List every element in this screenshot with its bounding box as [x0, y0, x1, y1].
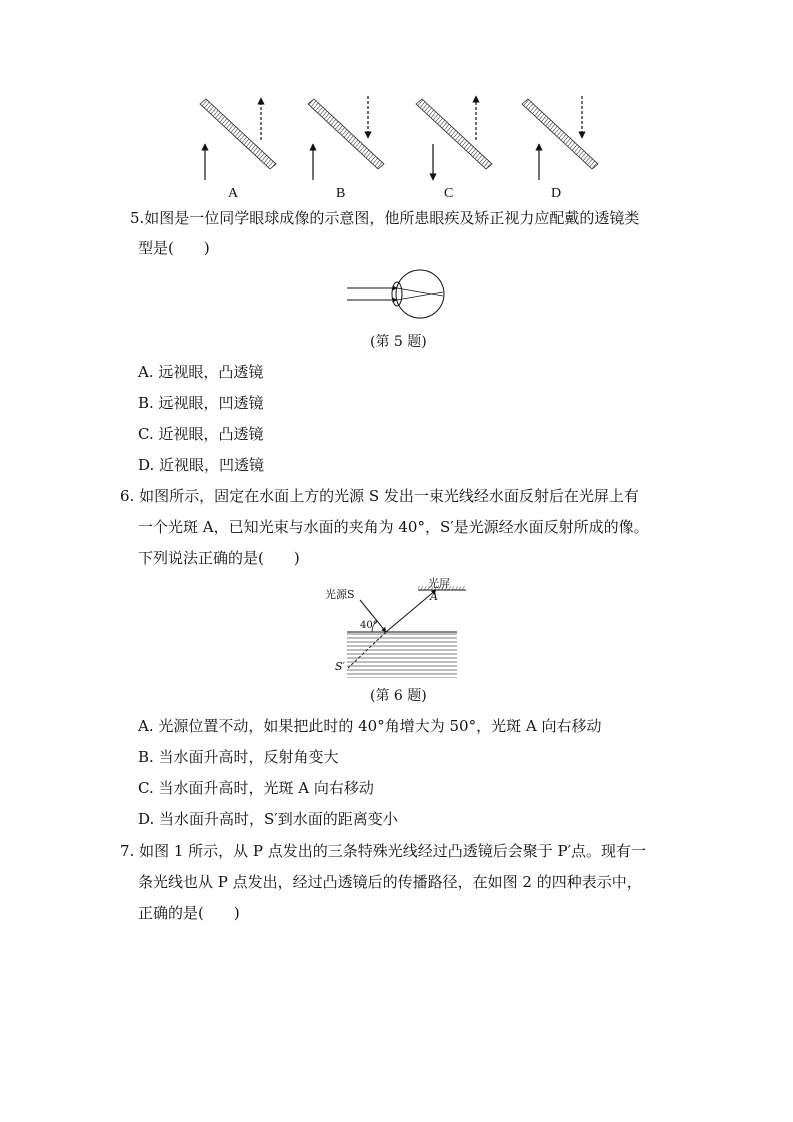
mirror-option-d	[522, 96, 598, 180]
q5-stem-line2: 型是( )	[138, 239, 210, 257]
q6-fig-spot-label: A	[430, 590, 438, 603]
mirror-option-a	[200, 98, 276, 180]
mirror-label-a: A	[228, 186, 239, 201]
q5-option-b[interactable]: B. 远视眼，凹透镜	[138, 394, 264, 412]
q7-stem-line2: 条光线也从 P 点发出，经过凸透镜后的传播路径，在如图 2 的四种表示中，	[138, 873, 642, 891]
q6-fig-source-label: 光源S	[325, 588, 355, 601]
q6-option-b[interactable]: B. 当水面升高时，反射角变大	[138, 748, 339, 766]
q6-fig-screen-label: 光屏	[428, 577, 450, 590]
q6-option-d[interactable]: D. 当水面升高时，S′到水面的距离变小	[138, 810, 398, 828]
mirror-label-b: B	[336, 186, 346, 201]
q7-stem-line1: 7. 如图 1 所示，从 P 点发出的三条特殊光线经过凸透镜后会聚于 P′点。现有一	[120, 842, 647, 860]
q6-stem-line2: 一个光斑 A，已知光束与水面的夹角为 40°，S′是光源经水面反射所成的像。	[138, 518, 649, 536]
q7-stem-line3: 正确的是( )	[138, 904, 240, 922]
q6-fig-image-label: S′	[335, 660, 346, 673]
eye-diagram	[345, 268, 450, 320]
mirror-label-c: C	[444, 186, 454, 201]
mirror-label-d: D	[551, 186, 562, 201]
mirror-option-b	[308, 96, 384, 180]
q6-caption: (第 6 题)	[370, 688, 427, 704]
q5-option-c[interactable]: C. 近视眼，凸透镜	[138, 425, 264, 443]
q5-option-d[interactable]: D. 近视眼，凹透镜	[138, 456, 265, 474]
q6-stem-line3: 下列说法正确的是( )	[138, 549, 300, 567]
q5-option-a[interactable]: A. 远视眼，凸透镜	[138, 363, 264, 381]
mirror-option-c	[416, 96, 492, 180]
q5-stem-line1: 5.如图是一位同学眼球成像的示意图，他所患眼疾及矫正视力应配戴的透镜类	[130, 209, 640, 227]
q6-stem-line1: 6. 如图所示，固定在水面上方的光源 S 发出一束光线经水面反射后在光屏上有	[120, 487, 639, 505]
q5-caption: (第 5 题)	[370, 334, 427, 350]
q6-option-a[interactable]: A. 光源位置不动，如果把此时的 40°角增大为 50°，光斑 A 向右移动	[138, 717, 602, 735]
q6-option-c[interactable]: C. 当水面升高时，光斑 A 向右移动	[138, 779, 374, 797]
q6-fig-angle-label: 40°	[360, 620, 378, 631]
